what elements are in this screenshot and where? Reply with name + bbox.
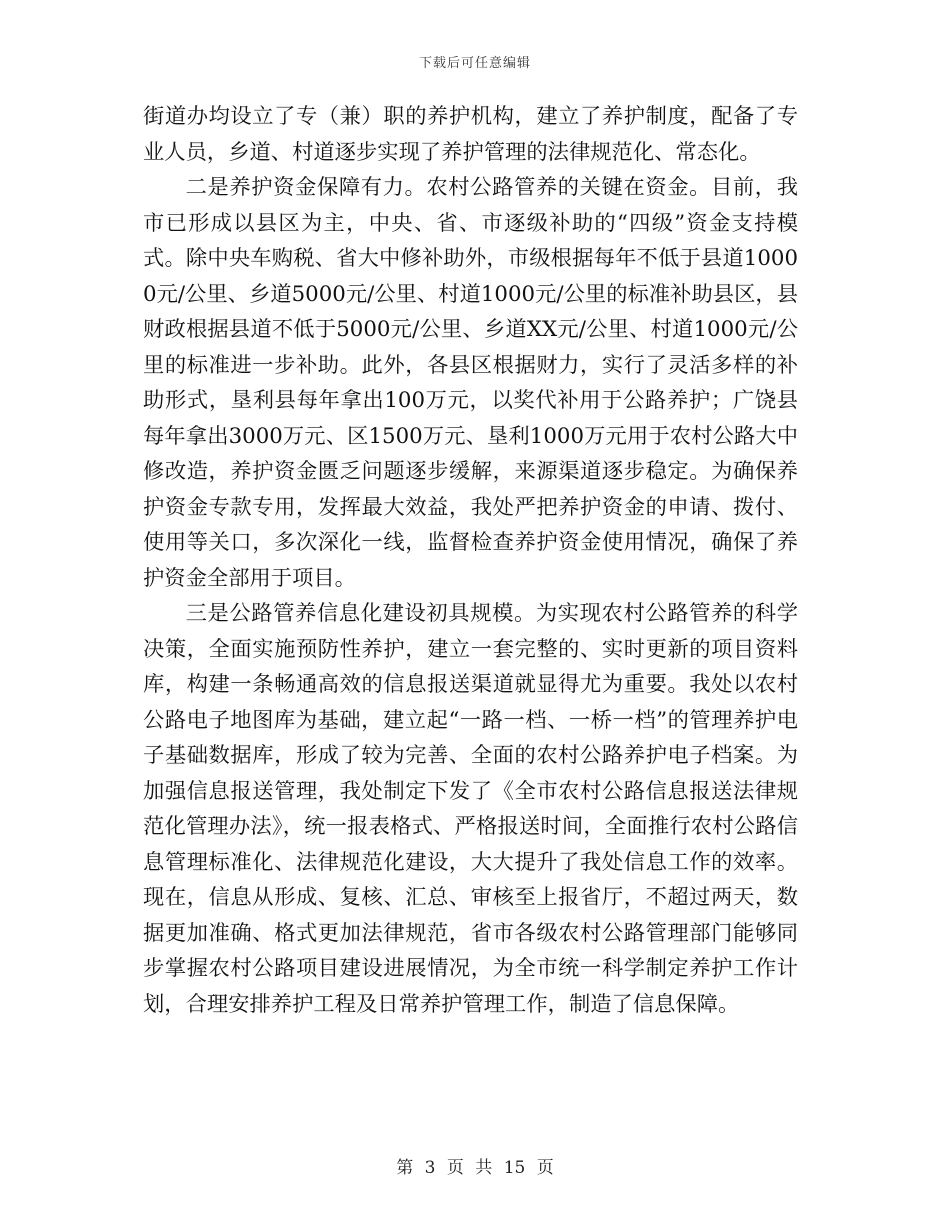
page-number-footer: 第 3 页 共 15 页: [396, 1158, 554, 1178]
paragraph-funding: 二是养护资金保障有力。农村公路管养的关键在资金。目前，我市已形成以县区为主，中央、省、市逐级补助的“四级”资金支持模式。除中央车购税、省大中修补助外，市级根据每年不低于县道10000元/公里、乡道5000元/公里、村道1000元/公里的标准补助县区，县财政根据县道不低于5000元/公里、乡道XX元/公里、村道1000元/公里的标准进一步补助。此外，各县区根据财力，实行了灵活多样的补助形式，垦利县每年拿出100万元，以奖代补用于公路养护；广饶县每年拿出3000万元、区1500万元、垦利1000万元用于农村公路大中修改造，养护资金匮乏问题逐步缓解，来源渠道逐步稳定。为确保养护资金专款专用，发挥最大效益，我处严把养护资金的申请、拨付、使用等关口，多次深化一线，监督检查养护资金使用情况，确保了养护资金全部用于项目。: [143, 175, 798, 591]
header-note: 下载后可任意编辑: [418, 56, 531, 71]
body-text: [143, 99, 798, 1022]
paragraph-informatization: 三是公路管养信息化建设初具规模。为实现农村公路管养的科学决策，全面实施预防性养护，建立一套完整的、实时更新的项目资料库，构建一条畅通高效的信息报送渠道就显得尤为重要。我处以农村公路电子地图库为基础，建立起“一路一档、一桥一档”的管理养护电子基础数据库，形成了较为完善、全面的农村公路养护电子档案。为加强信息报送管理，我处制定下发了《全市农村公路信息报送法律规范化管理办法》，统一报表格式、严格报送时间，全面推行农村公路信息管理标准化、法律规范化建设，大大提升了我处信息工作的效率。现在，信息从形成、复核、汇总、审核至上报省厅，不超过两天，数据更加准确、格式更加法律规范，省市各级农村公路管理部门能够同步掌握农村公路项目建设进展情况，为全市统一科学制定养护工作计划，合理安排养护工程及日常养护管理工作，制造了信息保障。: [143, 601, 798, 1017]
paragraph-continuation: 街道办均设立了专（兼）职的养护机构，建立了养护制度，配备了专业人员，乡道、村道逐步实现了养护管理的法律规范化、常态化。: [143, 104, 798, 165]
